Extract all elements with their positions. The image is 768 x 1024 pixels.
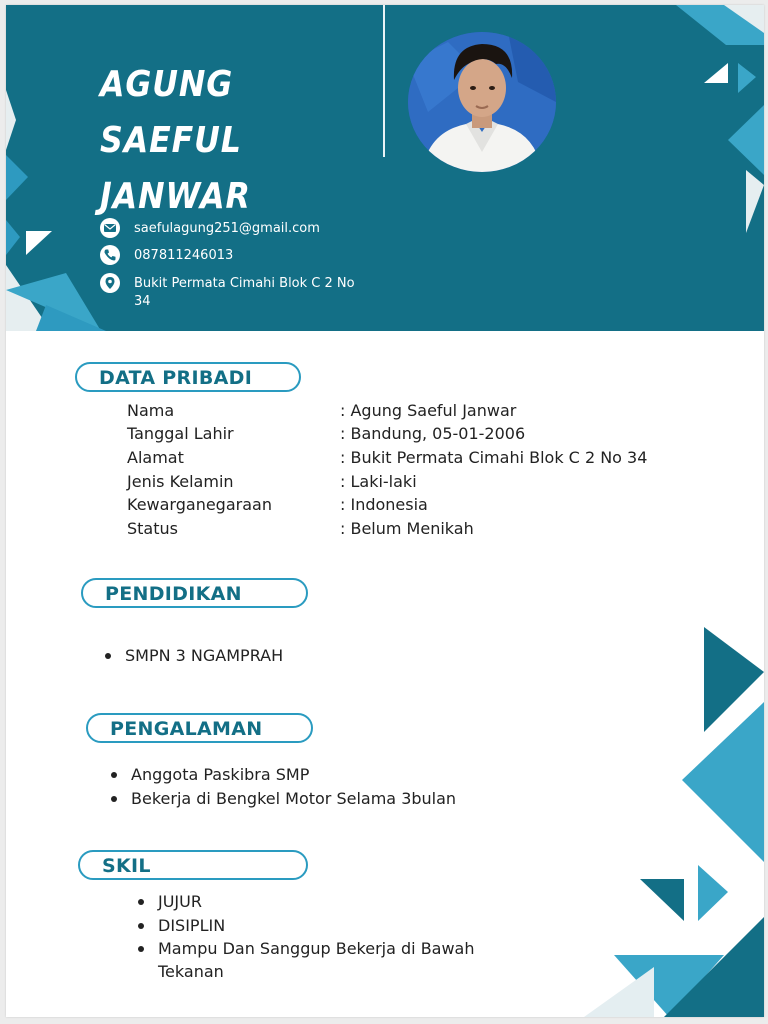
- deco-triangle: [6, 220, 20, 255]
- phone-icon: [100, 245, 120, 265]
- pendidikan-list: [101, 644, 283, 668]
- resume-page: [6, 5, 764, 1017]
- name-line-1: AGUNG SAEFUL: [100, 64, 242, 161]
- section-title-data-pribadi: [75, 362, 301, 392]
- header-divider: [383, 5, 385, 157]
- info-label: Alamat: [127, 448, 184, 467]
- deco-triangle: [6, 155, 28, 200]
- skil-item-continuation: Tekanan: [158, 962, 224, 981]
- info-value: : Bukit Permata Cimahi Blok C 2 No 34: [340, 448, 648, 467]
- pengalaman-title: PENGALAMAN: [110, 718, 263, 740]
- section-title-skil: [78, 850, 308, 880]
- full-name: [100, 57, 346, 225]
- deco-triangle: [704, 63, 728, 83]
- deco-triangle: [640, 879, 684, 921]
- deco-triangle: [584, 967, 654, 1017]
- section-title-pendidikan: [81, 578, 308, 608]
- deco-triangle: [682, 702, 764, 862]
- section-title-pengalaman: [86, 713, 313, 743]
- deco-triangle: [698, 865, 728, 921]
- mail-icon: [100, 218, 120, 238]
- info-value: : Agung Saeful Janwar: [340, 401, 517, 420]
- profile-photo-illustration: [408, 32, 556, 172]
- info-label: Nama: [127, 401, 175, 420]
- pengalaman-list: [107, 763, 456, 810]
- email-text: saefulagung251@gmail.com: [134, 221, 320, 236]
- skil-title: SKIL: [102, 855, 151, 877]
- location-pin-icon: [100, 273, 120, 293]
- info-label: Status: [127, 519, 178, 538]
- deco-triangle: [26, 231, 52, 255]
- phone-text: 087811246013: [134, 248, 234, 263]
- deco-triangle: [728, 105, 764, 175]
- deco-triangle: [6, 90, 16, 150]
- list-item: Bekerja di Bengkel Motor Selama 3bulan: [107, 787, 456, 811]
- info-value: : Bandung, 05-01-2006: [340, 424, 526, 443]
- pendidikan-title: PENDIDIKAN: [105, 583, 242, 605]
- header-banner: [6, 5, 764, 331]
- address-line-1: Bukit Permata Cimahi Blok C 2 No: [134, 276, 355, 291]
- address-line-2: 34: [134, 294, 151, 309]
- list-item: Anggota Paskibra SMP: [107, 763, 456, 787]
- profile-photo: [408, 32, 556, 172]
- info-label: Tanggal Lahir: [127, 424, 234, 443]
- info-value: : Belum Menikah: [340, 519, 474, 538]
- info-label: Kewarganegaraan: [127, 495, 272, 514]
- list-item: SMPN 3 NGAMPRAH: [101, 644, 283, 668]
- address-text: [134, 275, 374, 311]
- list-item: Mampu Dan Sanggup Bekerja di Bawah: [134, 937, 475, 961]
- list-item: JUJUR: [134, 890, 475, 914]
- deco-triangle: [738, 63, 756, 93]
- name-line-2: JANWAR: [100, 176, 251, 217]
- info-value: : Indonesia: [340, 495, 428, 514]
- info-label: Jenis Kelamin: [127, 472, 234, 491]
- deco-triangle: [746, 170, 764, 233]
- list-item: DISIPLIN: [134, 914, 475, 938]
- data-pribadi-title: DATA PRIBADI: [99, 367, 253, 389]
- skil-list: [134, 890, 475, 961]
- info-value: : Laki-laki: [340, 472, 417, 491]
- body-decoration: [564, 617, 764, 1017]
